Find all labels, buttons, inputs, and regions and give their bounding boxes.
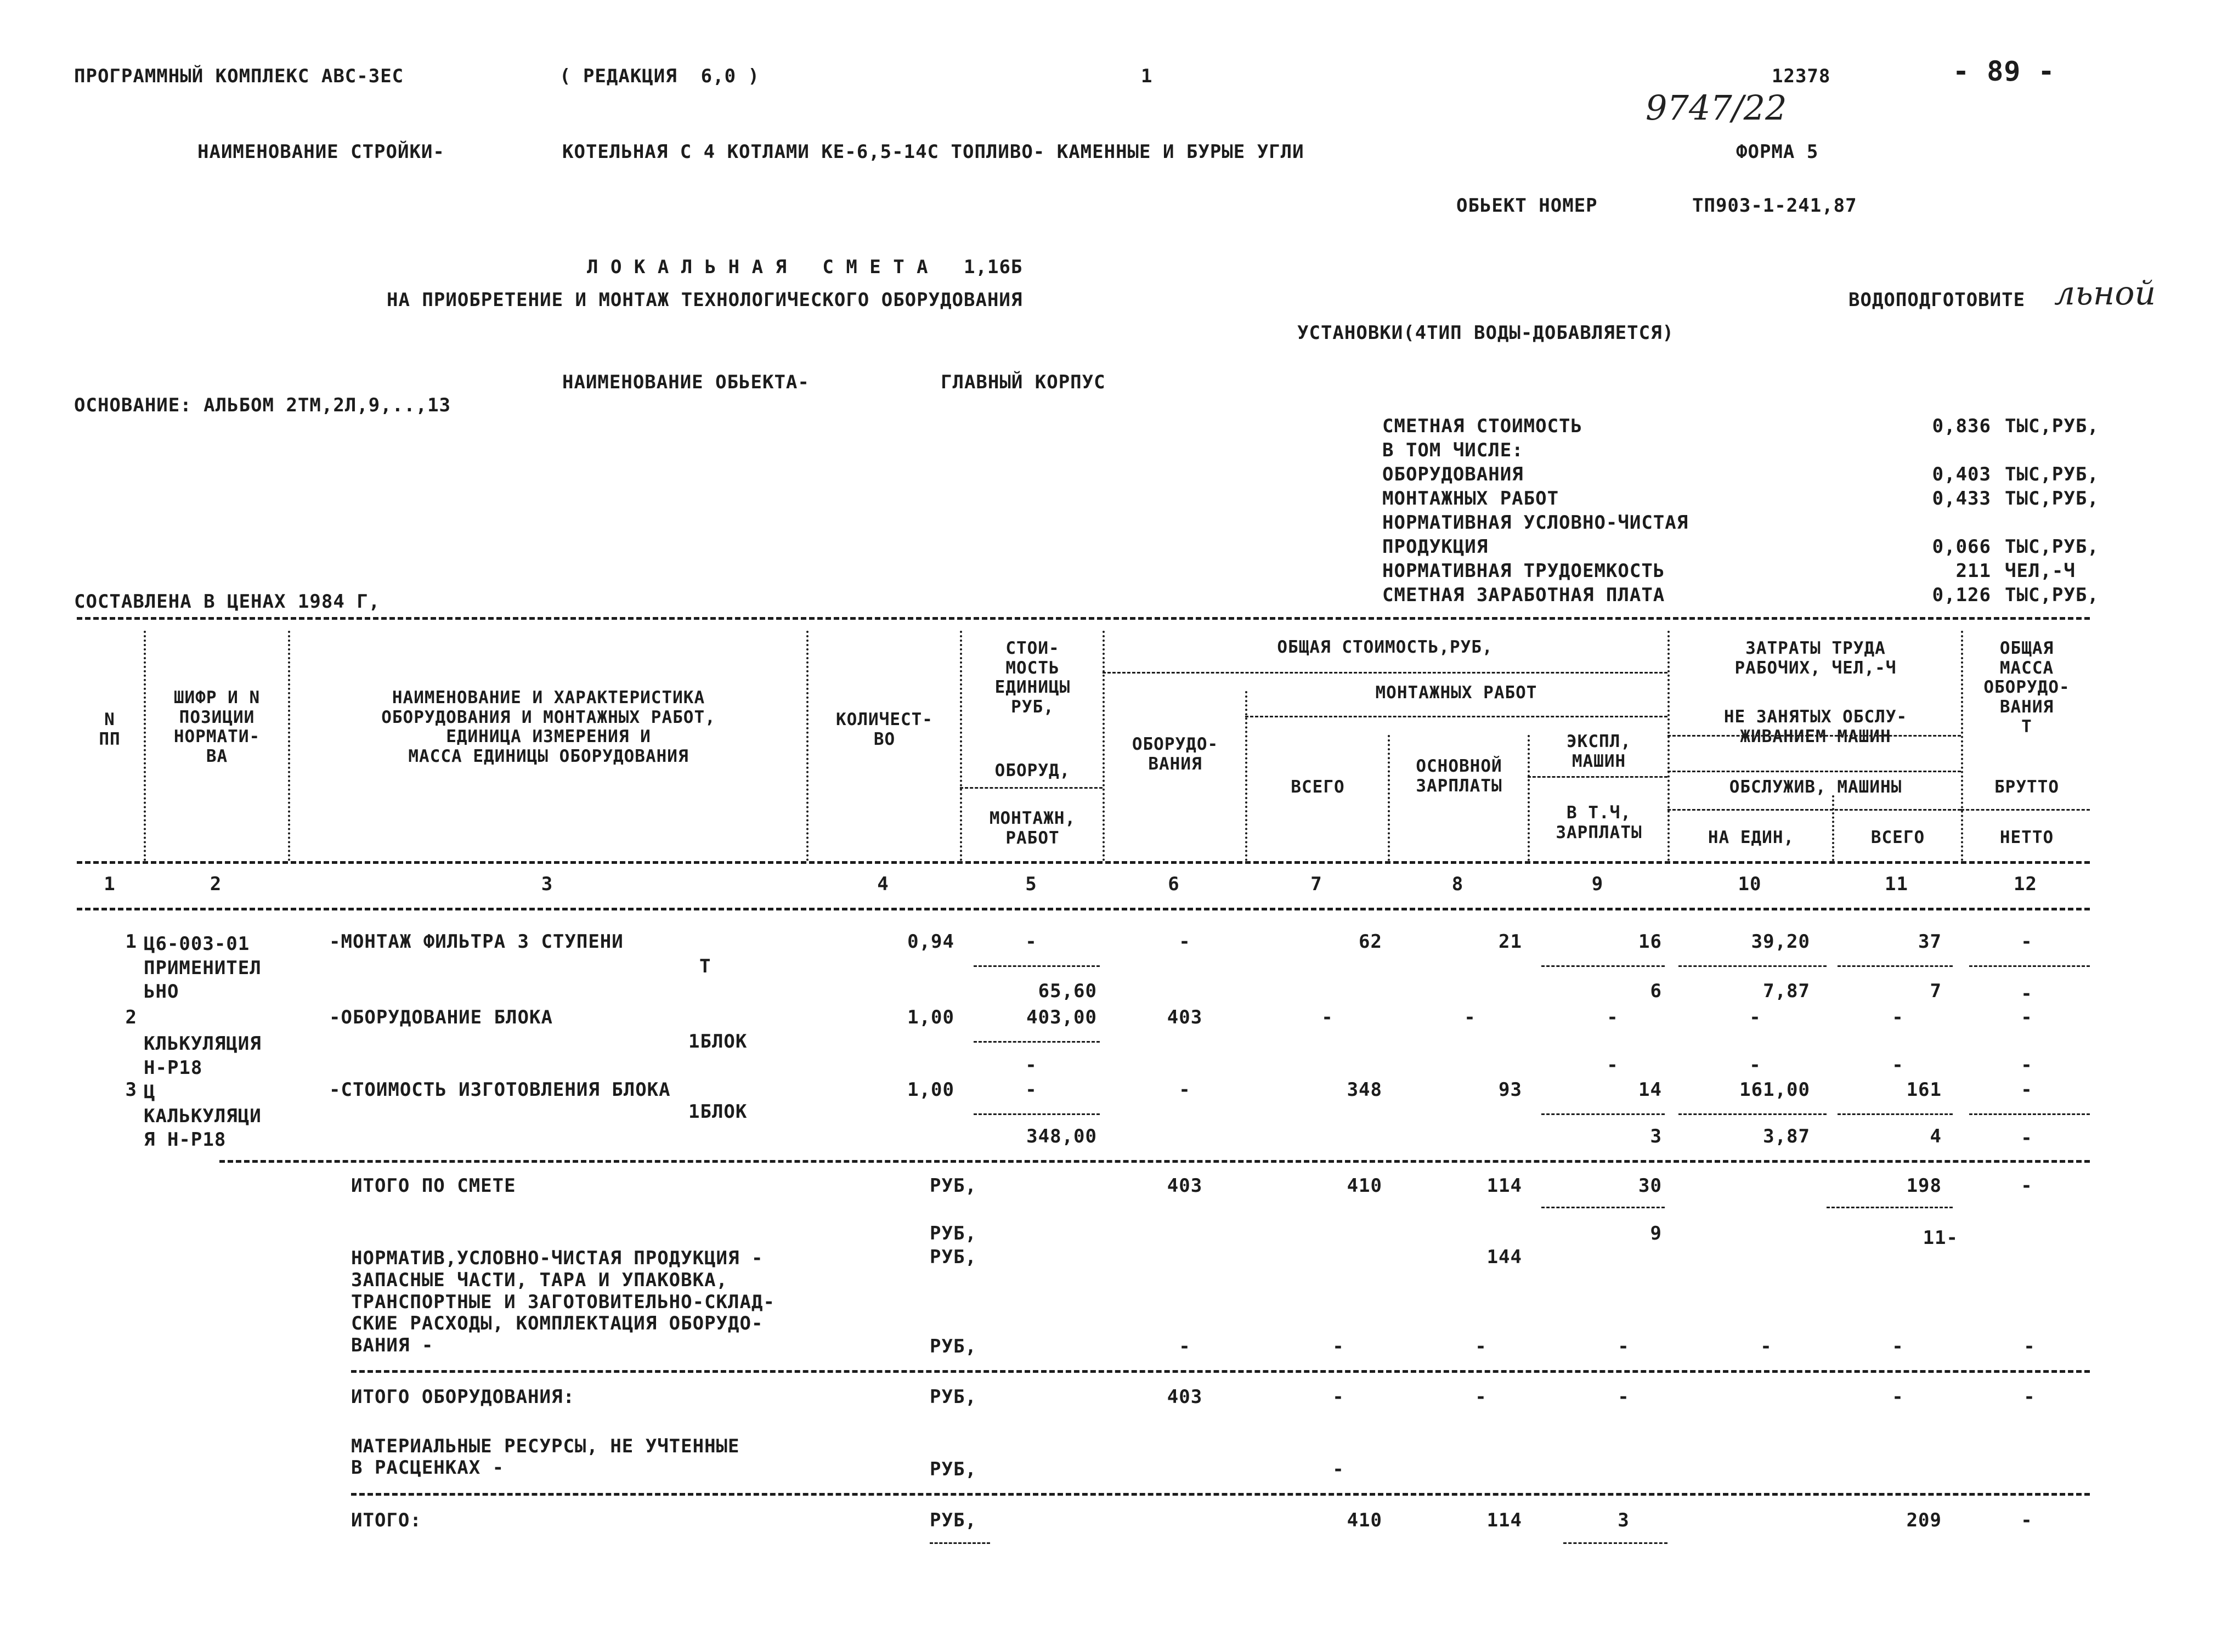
row-labor-unit: - [1749,1006,1761,1028]
grand-total-labor: 209 [1906,1509,1942,1531]
installation-note: УСТАНОВКИ(4ТИП ВОДЫ-ДОБАВЛЯЕТСЯ) [1297,322,1675,344]
row-salary: - [1464,1006,1476,1028]
materials-label: МАТЕРИАЛЬНЫЕ РЕСУРСЫ, НЕ УЧТЕННЫЕ В РАСЦЕНКАХ - [351,1435,740,1479]
totals-rule [219,1160,2090,1163]
row-unit-mounting: - [1025,1054,1037,1076]
summary-unit: ЧЕЛ,-Ч [2005,560,2076,582]
col-index: 1 [104,873,116,895]
row-labor-total-machines: 4 [1930,1125,1942,1147]
cell-rule [1969,1113,2090,1115]
row-labor-unit-machines: 7,87 [1763,980,1810,1002]
row-name: -СТОИМОСТЬ ИЗГОТОВЛЕНИЯ БЛОКА [329,1079,671,1101]
row-labor-total-machines: 7 [1930,980,1942,1002]
row-labor-unit: 161,00 [1739,1079,1810,1101]
summary-unit: ТЫС,РУБ, [2005,584,2099,606]
overhead-dash: - [1760,1336,1772,1357]
col-total-header: ВСЕГО [1291,777,1345,797]
grand-total-mass: - [2021,1509,2033,1531]
cell-rule [1678,1113,1827,1115]
summary-label: ПРОДУКЦИЯ [1382,536,1489,558]
row-salary: 93 [1499,1079,1522,1101]
summary-label: НОРМАТИВНАЯ УСЛОВНО-ЧИСТАЯ [1382,512,1689,534]
col-labor-total-header: ВСЕГО [1870,828,1925,847]
row-name: -ОБОРУДОВАНИЕ БЛОКА [329,1006,553,1028]
row-gross: - [2021,931,2033,953]
total-estimate-equipment: 403 [1167,1175,1203,1197]
page-number: - 89 - [1953,55,2055,87]
row-machines: 16 [1638,931,1662,953]
cell-rule [930,1542,990,1544]
summary-label: В ТОМ ЧИСЛЕ: [1382,439,1524,461]
row-equipment: - [1179,931,1191,953]
document-code: 12378 [1772,65,1831,87]
row-unit-mounting: 348,00 [1026,1125,1097,1147]
col-index: 7 [1310,873,1322,895]
row-number: 3 [125,1079,137,1101]
row-labor-unit: 39,20 [1751,931,1810,953]
col-unit-cost-equipment: ОБОРУД, [994,761,1071,780]
summary-label: НОРМАТИВНАЯ ТРУДОЕМКОСТЬ [1382,560,1665,582]
equipment-total-dash: - [1332,1386,1344,1408]
grand-total-label: ИТОГО: [351,1509,422,1531]
row-quantity: 1,00 [907,1006,954,1028]
row-machines-salary: 3 [1650,1125,1662,1147]
row-gross: - [2021,1079,2033,1101]
summary-unit: ТЫС,РУБ, [2005,415,2099,437]
row-code: Ц КАЛЬКУЛЯЦИ Я Н-Р18 [144,1081,262,1151]
row-unit-equipment: - [1025,1079,1037,1101]
col-divider [806,631,809,861]
col-index: 6 [1168,873,1180,895]
col-divider [144,631,146,861]
mass-header: ОБЩАЯ МАССА ОБОРУДО- ВАНИЯ Т [1983,638,2070,737]
summary-value: 0,433 [1932,488,1991,510]
row-labor-unit-machines: 3,87 [1763,1125,1810,1147]
row-code: КЛЬКУЛЯЦИЯ Н-Р18 [144,1033,262,1079]
row-labor-total: 161 [1906,1079,1942,1101]
equipment-total-dash: - [1475,1386,1487,1408]
equipment-total-label: ИТОГО ОБОРУДОВАНИЯ: [351,1386,575,1408]
total-estimate-machines: 30 [1638,1175,1662,1197]
equipment-total-dash: - [1892,1386,1904,1408]
row-unit: 1БЛОК [688,1031,748,1053]
estimate-title: Л О К А Л Ь Н А Я С М Е Т А 1,16Б [587,256,1023,278]
col-divider [288,631,290,861]
summary-value: 0,836 [1932,415,1991,437]
col-machines-salary-header: В Т.Ч, ЗАРПЛАТЫ [1556,803,1642,842]
cell-rule [1838,965,1953,967]
total-estimate-labor-machines: 11- [1923,1227,1958,1249]
materials-unit: РУБ, [930,1458,977,1480]
object-number: ТП903-1-241,87 [1692,195,1857,217]
row-total: 62 [1359,931,1382,953]
overhead-unit: РУБ, [930,1246,977,1268]
sub-rule [1528,776,1667,778]
row-labor-total: - [1892,1006,1904,1028]
site-name: КОТЕЛЬНАЯ С 4 КОТЛАМИ КЕ-6,5-14С ТОПЛИВО- КАМЕННЫЕ И БУРЫЕ УГЛИ [562,141,1304,163]
row-unit-equipment: - [1025,931,1037,953]
cell-rule [1838,1113,1953,1115]
total-estimate-machines-salary: 9 [1650,1223,1662,1244]
overhead-unit-2: РУБ, [930,1336,977,1357]
overhead-dash: - [2023,1336,2036,1357]
header-bottom-rule [77,861,2090,864]
total-cost-header: ОБЩАЯ СТОИМОСТЬ,РУБ, [1277,637,1493,657]
col-name-header: НАИМЕНОВАНИЕ И ХАРАКТЕРИСТИКА ОБОРУДОВАНИЯ И МОНТАЖНЫХ РАБОТ, ЕДИНИЦА ИЗМЕРЕНИЯ И МАССА ЕДИНИЦЫ ОБОРУДОВАНИЯ [381,688,716,766]
col-divider [1388,735,1390,861]
row-net: - [2021,1127,2033,1149]
summary-label: МОНТАЖНЫХ РАБОТ [1382,488,1559,510]
handwritten-number: 9747/22 [1646,88,1787,128]
row-unit: Т [699,955,711,977]
cell-rule [974,1041,1100,1043]
form-label: ФОРМА 5 [1736,141,1819,163]
equipment-total-dash: - [1618,1386,1630,1408]
row-machines-salary: 6 [1650,980,1662,1002]
overhead-dash: - [1618,1336,1630,1357]
sub-rule [960,787,1103,789]
cell-rule [974,1113,1100,1115]
equipment-total-unit: РУБ, [930,1386,977,1408]
col-net-header: НЕТТО [1999,828,2054,847]
equipment-total-dash: - [2023,1386,2036,1408]
cell-rule [974,965,1100,967]
col-divider [1103,631,1105,861]
row-unit: 1БЛОК [688,1101,748,1123]
labor-header: ЗАТРАТЫ ТРУДА РАБОЧИХ, ЧЕЛ,-Ч [1734,638,1897,678]
object-name-label: НАИМЕНОВАНИЕ ОБЬЕКТА- [562,371,810,393]
overhead-dash: - [1892,1336,1904,1357]
col-index: 5 [1025,873,1037,895]
col-index: 12 [2014,873,2037,895]
summary-value: 0,126 [1932,584,1991,606]
col-divider [1528,735,1530,861]
row-machines: 14 [1638,1079,1662,1101]
sub-rule [1667,809,1961,811]
row-unit-mounting: 65,60 [1038,980,1097,1002]
grand-total-salary: 114 [1486,1509,1522,1531]
total-estimate-mass: - [2021,1175,2033,1197]
col-machines-header: ЭКСПЛ, МАШИН [1567,732,1631,771]
grand-total-unit: РУБ, [930,1509,977,1531]
basis: ОСНОВАНИЕ: АЛЬБОМ 2ТМ,2Л,9,..,13 [74,394,451,416]
total-estimate-total: 410 [1347,1175,1382,1197]
overhead-label: НОРМАТИВ,УСЛОВНО-ЧИСТАЯ ПРОДУКЦИЯ - ЗАПАСНЫЕ ЧАСТИ, ТАРА И УПАКОВКА, ТРАНСПОРТНЫЕ И ЗАГОТОВИТЕЛЬНО-СКЛАД- СКИЕ РАСХОДЫ, КОМПЛЕКТАЦИЯ ОБОРУДО- ВАНИЯ - [351,1247,775,1357]
total-estimate-salary: 114 [1486,1175,1522,1197]
cell-rule [1969,965,2090,967]
handwritten-suffix: льной [2054,274,2156,313]
labor-not-machines-header: НЕ ЗАНЯТЫХ ОБСЛУ- ЖИВАНИЕМ МАШИН [1723,707,1908,746]
summary-label: ОБОРУДОВАНИЯ [1382,463,1524,485]
col-index: 4 [877,873,889,895]
col-quantity-header: КОЛИЧЕСТ- ВО [836,710,933,749]
row-net: - [2021,983,2033,1005]
row-number: 2 [125,1006,137,1028]
col-divider [960,631,962,861]
col-index: 8 [1451,873,1464,895]
row-total: - [1321,1006,1333,1028]
row-labor-total: 37 [1918,931,1942,953]
estimate-subtitle: НА ПРИОБРЕТЕНИЕ И МОНТАЖ ТЕХНОЛОГИЧЕСКОГО ОБОРУДОВАНИЯ [387,289,1023,311]
sub-rule [1667,771,1961,772]
row-labor-unit-machines: - [1749,1054,1761,1076]
row-salary: 21 [1499,931,1522,953]
sub-rule [1961,809,2090,811]
row-unit-equipment: 403,00 [1026,1006,1097,1028]
equipment-total-value: 403 [1167,1386,1203,1408]
summary-label: СМЕТНАЯ СТОИМОСТЬ [1382,415,1582,437]
col-index: 10 [1738,873,1762,895]
overhead-dash: - [1475,1336,1487,1357]
row-name: -МОНТАЖ ФИЛЬТРА 3 СТУПЕНИ [329,931,624,953]
total-estimate-labor: 198 [1906,1175,1942,1197]
site-label: НАИМЕНОВАНИЕ СТРОЙКИ- [197,141,445,163]
col-code-header: ШИФР И N ПОЗИЦИИ НОРМАТИ- ВА [173,688,261,766]
total-estimate-label: ИТОГО ПО СМЕТЕ [351,1175,516,1197]
col-salary-header: ОСНОВНОЙ ЗАРПЛАТЫ [1416,756,1502,796]
row-equipment: - [1179,1079,1191,1101]
row-total: 348 [1347,1079,1382,1101]
col-index: 2 [210,873,222,895]
totals-rule [351,1493,2090,1496]
total-estimate-unit: РУБ, [930,1175,977,1197]
group-rule [1103,672,1667,674]
overhead-salary: 144 [1486,1246,1522,1268]
sheet-number: 1 [1141,65,1153,87]
col-index: 9 [1591,873,1604,895]
labor-machines-header: ОБСЛУЖИВ, МАШИНЫ [1729,777,1902,797]
summary-value: 211 [1955,560,1991,582]
row-labor-total-machines: - [1892,1054,1904,1076]
col-divider [1667,631,1670,861]
object-number-label: ОБЬЕКТ НОМЕР [1456,195,1598,217]
col-unit-cost-header: СТОИ- МОСТЬ ЕДИНИЦЫ РУБ, [994,638,1071,717]
header-top-rule [77,617,2090,620]
total-estimate-unit-2: РУБ, [930,1223,977,1244]
object-name: ГЛАВНЫЙ КОРПУС [941,371,1106,393]
col-unit-cost-mounting: МОНТАЖН, РАБОТ [989,808,1076,848]
row-quantity: 0,94 [907,931,954,953]
overhead-dash: - [1332,1336,1344,1357]
col-index: 3 [541,873,553,895]
overhead-dash: - [1179,1336,1191,1357]
row-number: 1 [125,931,137,953]
cell-rule [1827,1207,1953,1208]
summary-unit: ТЫС,РУБ, [2005,463,2099,485]
row-net: - [2021,1054,2033,1076]
program-name: ПРОГРАММНЫЙ КОМПЛЕКС АВС-3ЕС [74,65,404,87]
col-per-unit-header: НА ЕДИН, [1708,828,1795,847]
col-divider [1832,795,1834,861]
col-number-header: N ПП [99,710,121,749]
col-index: 11 [1885,873,1908,895]
price-basis: СОСТАВЛЕНА В ЦЕНАХ 1984 Г, [74,591,381,613]
col-equipment-header: ОБОРУДО- ВАНИЯ [1132,734,1219,774]
cell-rule [1541,1207,1665,1208]
row-machines-salary: - [1607,1054,1619,1076]
summary-unit: ТЫС,РУБ, [2005,488,2099,510]
edition: ( РЕДАКЦИЯ 6,0 ) [559,65,760,87]
group-rule [1245,716,1667,717]
installation-type: ВОДОПОДГОТОВИТЕ [1848,289,2026,311]
row-quantity: 1,00 [907,1079,954,1101]
totals-rule [351,1370,2090,1373]
summary-label: СМЕТНАЯ ЗАРАБОТНАЯ ПЛАТА [1382,584,1665,606]
col-divider [1961,631,1963,861]
summary-unit: ТЫС,РУБ, [2005,536,2099,558]
row-gross: - [2021,1006,2033,1028]
summary-value: 0,403 [1932,463,1991,485]
grand-total-total: 410 [1347,1509,1382,1531]
row-equipment: 403 [1167,1006,1203,1028]
index-row-rule [77,908,2090,910]
cell-rule [1563,1542,1667,1544]
summary-value: 0,066 [1932,536,1991,558]
cell-rule [1678,965,1827,967]
cell-rule [1541,965,1665,967]
row-code: Ц6-003-01 ПРИМЕНИТЕЛ ЬНО [144,933,262,1003]
materials-dash: - [1332,1458,1344,1480]
grand-total-machines: 3 [1618,1509,1630,1531]
mounting-header: МОНТАЖНЫХ РАБОТ [1375,683,1537,703]
row-machines: - [1607,1006,1619,1028]
cell-rule [1541,1113,1665,1115]
col-gross-header: БРУТТО [1994,777,2059,797]
